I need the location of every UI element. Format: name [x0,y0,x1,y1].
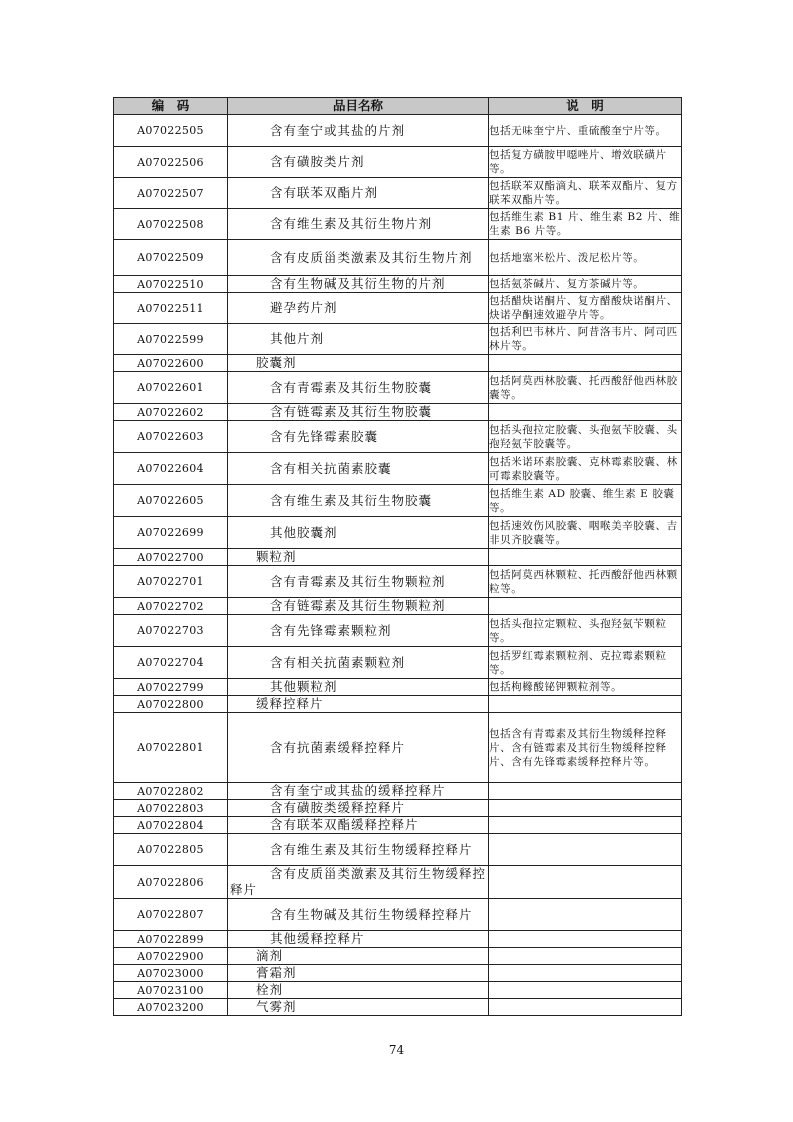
item-description [489,834,682,866]
item-code: A07022803 [114,800,228,817]
item-name: 含有青霉素及其衍生物胶囊 [228,372,489,404]
item-code: A07022508 [114,209,228,240]
item-description: 包括维生素 B1 片、维生素 B2 片、维生素 B6 片等。 [489,209,682,240]
item-code: A07022506 [114,147,228,178]
item-description [489,549,682,566]
item-name: 滴剂 [228,948,489,965]
table-row [114,566,682,598]
item-code: A07022804 [114,817,228,834]
table-row [114,372,682,404]
item-code: A07022807 [114,899,228,931]
table-row [114,240,682,276]
item-description [489,999,682,1016]
table-row [114,800,682,817]
item-name: 含有联苯双酯片剂 [228,178,489,209]
item-code: A07023000 [114,965,228,982]
item-name: 其他胶囊剂 [228,517,489,549]
item-description: 包括头孢拉定胶囊、头孢氨苄胶囊、头孢羟氨苄胶囊等。 [489,421,682,453]
table-row [114,178,682,209]
table-row [114,324,682,355]
item-name: 含有维生素及其衍生物缓释控释片 [228,834,489,866]
item-description: 包括维生素 AD 胶囊、维生素 E 胶囊等。 [489,485,682,517]
item-name: 其他片剂 [228,324,489,355]
table-row [114,866,682,899]
item-code: A07022603 [114,421,228,453]
item-description [489,817,682,834]
item-code: A07022801 [114,713,228,783]
table-row [114,965,682,982]
item-name: 含有青霉素及其衍生物颗粒剂 [228,566,489,598]
table-row [114,517,682,549]
item-code: A07022699 [114,517,228,549]
item-code: A07022602 [114,404,228,421]
item-description [489,696,682,713]
item-name: 含有抗菌素缓释控释片 [228,713,489,783]
table-row [114,598,682,615]
item-description: 包括阿莫西林颗粒、托西酸舒他西林颗粒等。 [489,566,682,598]
item-code: A07022510 [114,276,228,293]
table-row [114,948,682,965]
item-code: A07022511 [114,293,228,324]
item-name: 含有联苯双酯缓释控释片 [228,817,489,834]
item-description: 包括利巴韦林片、阿昔洛韦片、阿司匹林片等。 [489,324,682,355]
item-code: A07023200 [114,999,228,1016]
item-name: 避孕药片剂 [228,293,489,324]
item-name: 含有皮质甾类激素及其衍生物缓释控释片 [228,866,489,899]
item-description: 包括醋炔诺酮片、复方醋酸炔诺酮片、炔诺孕酮速效避孕片等。 [489,293,682,324]
item-description [489,404,682,421]
item-code: A07022700 [114,549,228,566]
table-row [114,982,682,999]
item-code: A07022799 [114,679,228,696]
item-name: 含有生物碱及其衍生物缓释控释片 [228,899,489,931]
item-description: 包括枸橼酸铋钾颗粒剂等。 [489,679,682,696]
item-name: 膏霜剂 [228,965,489,982]
item-description [489,783,682,800]
table-row [114,931,682,948]
item-description: 包括米诺环素胶囊、克林霉素胶囊、林可霉素胶囊等。 [489,453,682,485]
table-row [114,421,682,453]
item-code: A07022703 [114,615,228,647]
table-row [114,679,682,696]
table-row [114,115,682,147]
item-name: 含有维生素及其衍生物胶囊 [228,485,489,517]
table-row [114,485,682,517]
item-description: 包括无味奎宁片、重硫酸奎宁片等。 [489,115,682,147]
table-row [114,549,682,566]
table-row [114,696,682,713]
item-name: 含有先锋霉素颗粒剂 [228,615,489,647]
item-name: 含有链霉素及其衍生物胶囊 [228,404,489,421]
header-code: 编 码 [114,98,228,115]
table-row [114,817,682,834]
item-description: 包括联苯双酯滴丸、联苯双酯片、复方联苯双酯片等。 [489,178,682,209]
item-description: 包括阿莫西林胶囊、托西酸舒他西林胶囊等。 [489,372,682,404]
table-row [114,293,682,324]
table-header-row [114,98,682,115]
table-row [114,615,682,647]
table-row [114,147,682,178]
item-name: 含有维生素及其衍生物片剂 [228,209,489,240]
table-row [114,355,682,372]
item-description: 包括含有青霉素及其衍生物缓释控释片、含有链霉素及其衍生物缓释控释片、含有先锋霉素缓释控释片等。 [489,713,682,783]
item-name: 栓剂 [228,982,489,999]
page-number: 74 [388,1043,405,1057]
table-row [114,404,682,421]
item-name: 缓释控释片 [228,696,489,713]
item-code: A07022605 [114,485,228,517]
item-name: 含有奎宁或其盐的缓释控释片 [228,783,489,800]
item-description: 包括地塞米松片、泼尼松片等。 [489,240,682,276]
item-description [489,355,682,372]
item-name: 含有皮质甾类激素及其衍生物片剂 [228,240,489,276]
item-code: A07022509 [114,240,228,276]
item-name: 含有先锋霉素胶囊 [228,421,489,453]
item-code: A07022599 [114,324,228,355]
item-description: 包括复方磺胺甲噁唑片、增效联磺片等。 [489,147,682,178]
item-description [489,965,682,982]
item-description [489,931,682,948]
item-name: 含有生物碱及其衍生物的片剂 [228,276,489,293]
item-description: 包括速效伤风胶囊、咽喉美辛胶囊、吉非贝齐胶囊等。 [489,517,682,549]
item-code: A07022701 [114,566,228,598]
item-name: 其他缓释控释片 [228,931,489,948]
item-code: A07023100 [114,982,228,999]
item-name: 含有奎宁或其盐的片剂 [228,115,489,147]
table-row [114,899,682,931]
item-name: 胶囊剂 [228,355,489,372]
item-code: A07022900 [114,948,228,965]
table-row [114,783,682,800]
item-code: A07022505 [114,115,228,147]
item-code: A07022601 [114,372,228,404]
table-row [114,834,682,866]
item-description [489,899,682,931]
item-name: 含有磺胺类缓释控释片 [228,800,489,817]
header-desc: 说 明 [489,98,682,115]
item-description: 包括头孢拉定颗粒、头孢羟氨苄颗粒等。 [489,615,682,647]
item-description [489,598,682,615]
item-code: A07022704 [114,647,228,679]
item-name: 气雾剂 [228,999,489,1016]
item-code: A07022899 [114,931,228,948]
item-code: A07022800 [114,696,228,713]
item-name: 其他颗粒剂 [228,679,489,696]
item-description: 包括罗红霉素颗粒剂、克拉霉素颗粒等。 [489,647,682,679]
catalog-table [113,97,682,1016]
item-name: 含有磺胺类片剂 [228,147,489,178]
item-description [489,800,682,817]
item-name: 含有相关抗菌素颗粒剂 [228,647,489,679]
header-name: 品目名称 [228,98,489,115]
table-row [114,209,682,240]
item-description [489,948,682,965]
item-description [489,866,682,899]
item-name: 颗粒剂 [228,549,489,566]
item-code: A07022702 [114,598,228,615]
table-row [114,713,682,783]
table-row [114,647,682,679]
table-row [114,276,682,293]
item-code: A07022806 [114,866,228,899]
item-code: A07022802 [114,783,228,800]
table-body [114,115,682,1016]
item-name: 含有链霉素及其衍生物颗粒剂 [228,598,489,615]
table-row [114,453,682,485]
item-code: A07022507 [114,178,228,209]
item-description [489,982,682,999]
item-description: 包括氨茶碱片、复方茶碱片等。 [489,276,682,293]
item-code: A07022600 [114,355,228,372]
item-name: 含有相关抗菌素胶囊 [228,453,489,485]
table-row [114,999,682,1016]
item-code: A07022805 [114,834,228,866]
item-code: A07022604 [114,453,228,485]
